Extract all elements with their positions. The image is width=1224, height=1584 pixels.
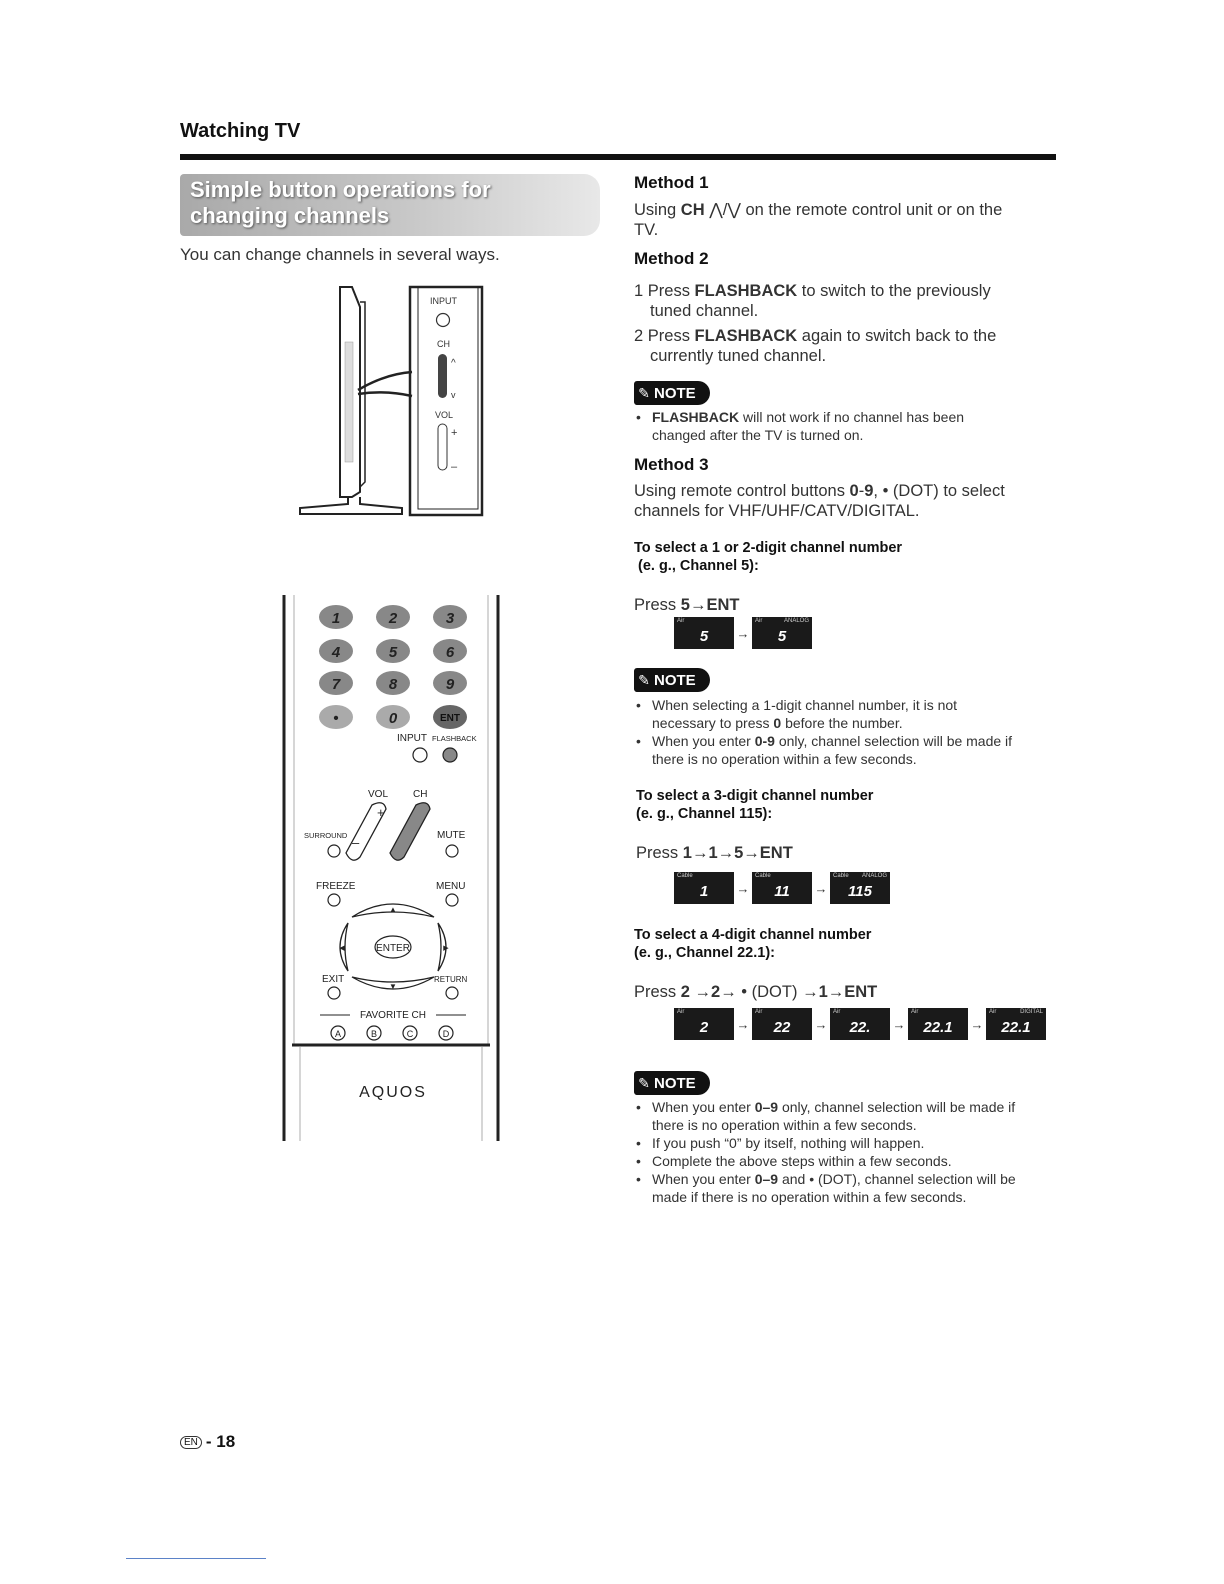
svg-text:3: 3 [445, 610, 455, 627]
intro-text: You can change channels in several ways. [180, 245, 500, 264]
remote-brand-logo: AQUOS [359, 1084, 427, 1101]
remote-key-2[interactable] [376, 605, 410, 629]
remote-input-button[interactable] [413, 748, 427, 762]
list-item: • If you push “0” by itself, nothing will happen. [634, 1134, 1054, 1152]
tv-vol-label: VOL [435, 410, 454, 420]
remote-fav-c[interactable] [403, 1026, 417, 1040]
remote-key-1[interactable] [319, 605, 353, 629]
page-number: EN - 18 [180, 1432, 235, 1452]
svg-text:5: 5 [388, 644, 398, 661]
list-item: • FLASHBACK will not work if no channel has been changed after the TV is turned on. [634, 408, 1054, 444]
tv-ch-rocker[interactable] [438, 354, 447, 398]
remote-mute-button[interactable] [446, 845, 458, 857]
note-list-2 [634, 696, 1054, 768]
remote-return-button[interactable] [446, 987, 458, 999]
note-badge-3: ✎ NOTE [634, 1071, 710, 1095]
remote-freeze-button[interactable] [328, 894, 340, 906]
language-badge: EN [180, 1436, 202, 1449]
remote-enter-label: ENTER [376, 943, 410, 954]
remote-ch-label: CH [413, 789, 428, 800]
arrow-icon: → [736, 1016, 750, 1032]
svg-text:4: 4 [331, 644, 341, 661]
svg-text:C: C [406, 1029, 414, 1039]
tv-input-button[interactable] [437, 314, 450, 327]
remote-vol-minus: – [352, 835, 360, 850]
topic-banner [180, 174, 600, 236]
method2-step-2: 2 Press FLASHBACK again to switch back to the currently tuned channel. [634, 327, 997, 365]
note-list-3 [634, 1098, 1054, 1206]
header-rule [180, 154, 1056, 160]
remote-flashback-button[interactable] [443, 748, 457, 762]
tv-ch-label: CH [437, 339, 450, 349]
remote-fav-a[interactable] [331, 1026, 345, 1040]
banner-line-1: Simple button operations for [190, 177, 491, 202]
svg-text:2: 2 [388, 610, 398, 627]
sel4-press: Press 2 →2→ • (DOT) →1→ENT [634, 983, 878, 1001]
remote-key-ent[interactable] [433, 705, 467, 729]
remote-key-8[interactable] [376, 671, 410, 695]
svg-text:0: 0 [388, 710, 398, 727]
sel1-press: Press 5→ENT [634, 596, 740, 614]
sel1-screens [674, 617, 812, 649]
remote-flashback-label: FLASHBACK [432, 734, 477, 743]
arrow-icon: → [814, 1016, 828, 1032]
osd-screen: Air 22 [752, 1008, 812, 1040]
list-item: • When selecting a 1-digit channel number, it is not necessary to press 0 before the number. [634, 696, 1054, 732]
osd-screen: Cable ANALOG 115 [830, 872, 890, 904]
tv-vol-plus-label: + [451, 427, 458, 439]
note-badge-2: ✎ NOTE [634, 668, 710, 692]
svg-text:8: 8 [388, 676, 398, 693]
list-item: • When you enter 0-9 only, channel selection will be made if there is no operation within a few seconds. [634, 732, 1054, 768]
remote-exit-label: EXIT [322, 974, 345, 985]
remote-return-label: RETURN [434, 975, 468, 984]
remote-favorite-label: FAVORITE CH [360, 1010, 426, 1021]
method2-title: Method 2 [634, 249, 709, 268]
sel4-heading: To select a 4-digit channel number (e. g., Channel 22.1): [634, 927, 872, 961]
svg-text:▶: ▶ [443, 945, 449, 952]
svg-text:1: 1 [331, 610, 341, 627]
svg-text:7: 7 [331, 676, 341, 693]
remote-menu-label: MENU [436, 881, 466, 892]
svg-text:◀: ◀ [339, 945, 345, 952]
list-item: • When you enter 0–9 only, channel selection will be made if there is no operation within a few seconds. [634, 1098, 1054, 1134]
remote-key-0[interactable] [376, 705, 410, 729]
sel3-press: Press 1→1→5→ENT [636, 844, 793, 862]
tv-input-label: INPUT [430, 296, 457, 306]
section-title: Watching TV [180, 120, 301, 142]
svg-text:6: 6 [445, 644, 455, 661]
sel3-screens [674, 872, 890, 904]
svg-text:D: D [442, 1029, 450, 1039]
remote-key-5[interactable] [376, 639, 410, 663]
list-item: • Complete the above steps within a few seconds. [634, 1152, 1054, 1170]
osd-screen: Air 2 [674, 1008, 734, 1040]
osd-screen: Cable 1 [674, 872, 734, 904]
remote-key-dot[interactable] [319, 705, 353, 729]
note-list-1 [634, 408, 1054, 444]
paperclip-icon: ✎ [638, 1075, 650, 1091]
remote-vol-label: VOL [368, 789, 389, 800]
method3-title: Method 3 [634, 455, 709, 474]
osd-screen: Air ANALOG 5 [752, 617, 812, 649]
osd-screen: Air 22.1 [908, 1008, 968, 1040]
remote-freeze-label: FREEZE [316, 881, 356, 892]
sel4-screens [674, 1008, 1046, 1040]
remote-key-4[interactable] [319, 639, 353, 663]
remote-mute-label: MUTE [437, 830, 466, 841]
remote-vol-plus: + [377, 805, 385, 820]
arrow-icon: → [970, 1016, 984, 1032]
osd-screen: Air 22. [830, 1008, 890, 1040]
remote-key-3[interactable] [433, 605, 467, 629]
tv-side-illustration [290, 282, 490, 522]
svg-text:9: 9 [445, 676, 455, 693]
svg-text:▼: ▼ [389, 982, 397, 991]
tv-vol-rocker[interactable] [438, 424, 447, 470]
paperclip-icon: ✎ [638, 672, 650, 688]
remote-surround-label: SURROUND [304, 831, 348, 840]
remote-input-label: INPUT [397, 733, 427, 744]
remote-fav-d[interactable] [439, 1026, 453, 1040]
tv-ch-up-label: ^ [451, 358, 456, 369]
remote-key-9[interactable] [433, 671, 467, 695]
arrow-icon: → [736, 880, 750, 896]
note-badge-1: ✎ NOTE [634, 381, 710, 405]
remote-surround-button[interactable] [328, 845, 340, 857]
osd-screen: Air DIGITAL 22.1 [986, 1008, 1046, 1040]
remote-key-6[interactable] [433, 639, 467, 663]
arrow-icon: → [814, 880, 828, 896]
osd-screen: Air 5 [674, 617, 734, 649]
list-item: • When you enter 0–9 and • (DOT), channel selection will be made if there is no operation within a few seconds. [634, 1170, 1054, 1206]
method3-text: Using remote control buttons 0-9, • (DOT) to select channels for VHF/UHF/CATV/DIGITAL. [634, 482, 1005, 520]
remote-key-7[interactable] [319, 671, 353, 695]
remote-exit-button[interactable] [328, 987, 340, 999]
remote-menu-button[interactable] [446, 894, 458, 906]
paperclip-icon: ✎ [638, 385, 650, 401]
svg-text:A: A [334, 1029, 342, 1039]
arrow-icon: → [892, 1016, 906, 1032]
tv-ch-down-label: v [451, 390, 456, 400]
arrow-icon: → [736, 625, 750, 641]
method2-step-1: 1 Press FLASHBACK to switch to the previously tuned channel. [634, 282, 991, 320]
banner-line-2: changing channels [190, 203, 390, 228]
footer-rule [126, 1558, 266, 1559]
method1-title: Method 1 [634, 173, 709, 192]
method1-text: Using CH ⋀/⋁ on the remote control unit or on the TV. [634, 201, 1003, 239]
svg-text:B: B [370, 1029, 378, 1039]
svg-text:▲: ▲ [389, 905, 397, 914]
remote-ch-rocker[interactable] [390, 803, 430, 860]
remote-fav-b[interactable] [367, 1026, 381, 1040]
tv-vol-minus-label: – [451, 461, 458, 473]
sel3-heading: To select a 3-digit channel number (e. g., Channel 115): [636, 788, 874, 822]
svg-text:ENT: ENT [440, 713, 460, 724]
remote-illustration [280, 595, 502, 1145]
sel1-heading: To select a 1 or 2-digit channel number (e. g., Channel 5): [634, 540, 903, 574]
osd-screen: Cable 11 [752, 872, 812, 904]
svg-text:•: • [333, 710, 339, 727]
